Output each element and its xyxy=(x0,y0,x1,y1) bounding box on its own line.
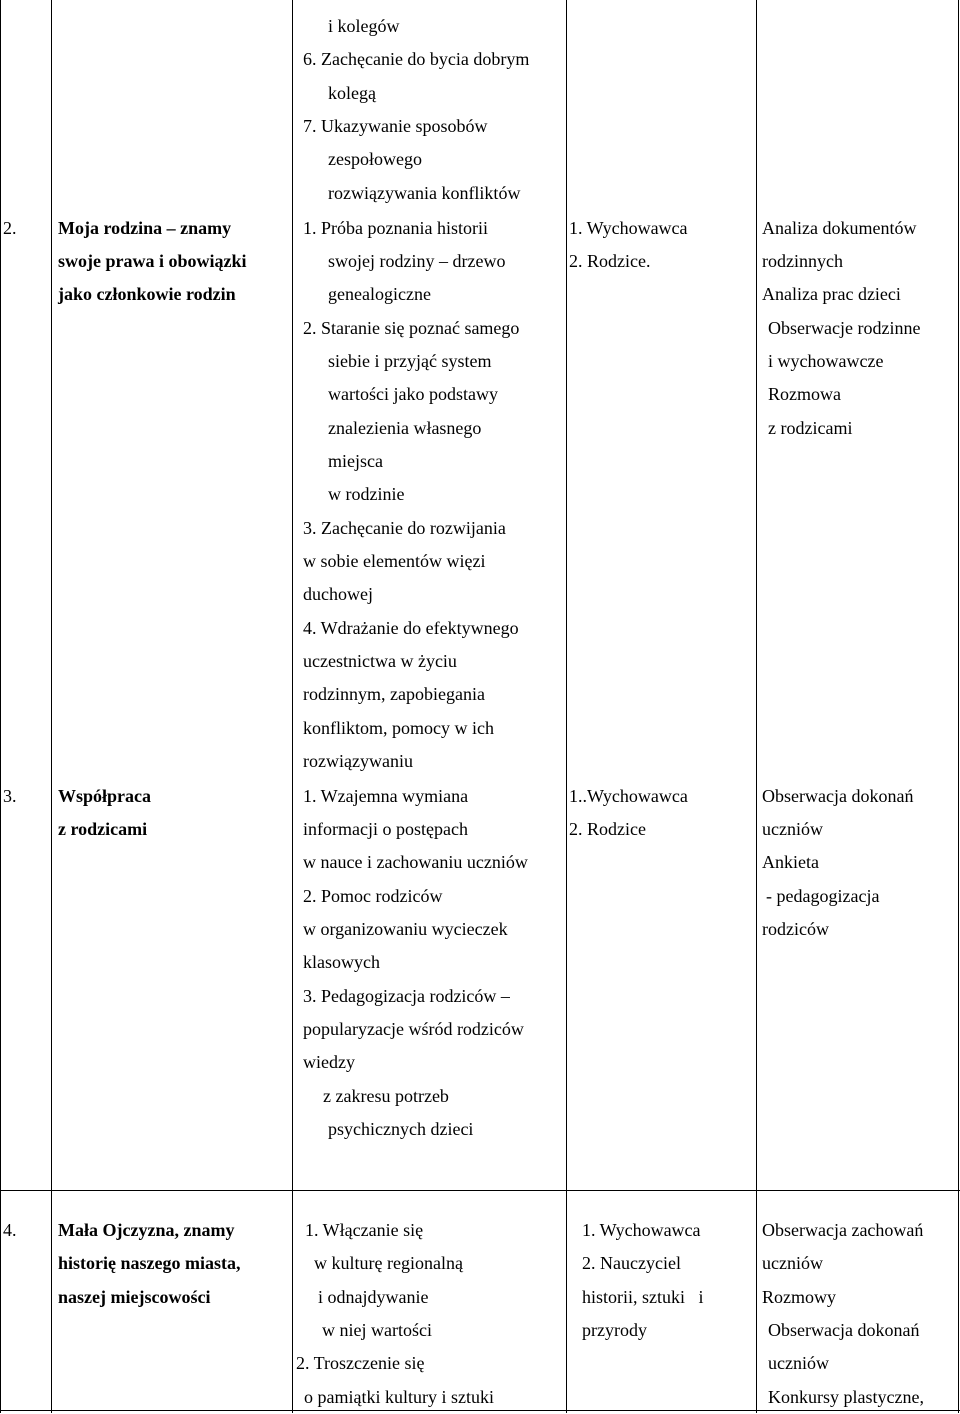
activity-line: kolegą xyxy=(328,83,376,103)
activity-line: rozwiązywania konfliktów xyxy=(328,183,521,203)
activity-line: uczestnictwa w życiu xyxy=(303,651,457,671)
activity-line: w nauce i zachowaniu uczniów xyxy=(303,852,528,872)
evaluation-line: Rozmowa xyxy=(768,384,841,404)
topic-line: Moja rodzina – znamy xyxy=(58,218,232,238)
table-column-divider xyxy=(51,0,52,1413)
activity-line: znalezienia własnego xyxy=(328,418,482,438)
responsible-line: 2. Nauczyciel xyxy=(582,1253,681,1273)
row-number: 3. xyxy=(3,786,17,806)
evaluation-line: Obserwacja dokonań xyxy=(762,786,914,806)
responsible-line: historii, sztuki i xyxy=(582,1287,704,1307)
activity-line: rozwiązywaniu xyxy=(303,751,413,771)
evaluation-line: Ankieta xyxy=(762,852,819,872)
evaluation-line: Rozmowy xyxy=(762,1287,836,1307)
activity-line: duchowej xyxy=(303,584,373,604)
topic-line: Mała Ojczyzna, znamy xyxy=(58,1220,235,1240)
activity-line: konfliktom, pomocy w ich xyxy=(303,718,494,738)
evaluation-line: rodzinnych xyxy=(762,251,843,271)
activity-line: w niej wartości xyxy=(322,1320,432,1340)
evaluation-line: Obserwacja dokonań xyxy=(768,1320,920,1340)
activity-line: i kolegów xyxy=(328,16,400,36)
activity-line: swojej rodziny – drzewo xyxy=(328,251,506,271)
activity-line: psychicznych dzieci xyxy=(328,1119,474,1139)
activity-line: o pamiątki kultury i sztuki xyxy=(304,1387,494,1407)
activity-line: miejsca xyxy=(328,451,383,471)
evaluation-line: rodziców xyxy=(762,919,829,939)
responsible-line: 1. Wychowawca xyxy=(569,218,688,238)
activity-line: 3. Pedagogizacja rodziców – xyxy=(303,986,510,1006)
activity-line: 6. Zachęcanie do bycia dobrym xyxy=(303,49,530,69)
evaluation-line: Konkursy plastyczne, xyxy=(768,1387,924,1407)
activity-line: wartości jako podstawy xyxy=(328,384,498,404)
activity-line: informacji o postępach xyxy=(303,819,468,839)
activity-line: w organizowaniu wycieczek xyxy=(303,919,508,939)
topic-line: swoje prawa i obowiązki xyxy=(58,251,247,271)
evaluation-line: Obserwacja zachowań xyxy=(762,1220,924,1240)
responsible-line: przyrody xyxy=(582,1320,647,1340)
responsible-line: 2. Rodzice. xyxy=(569,251,651,271)
evaluation-line: Analiza dokumentów xyxy=(762,218,917,238)
topic-line: historię naszego miasta, xyxy=(58,1253,241,1273)
evaluation-line: z rodzicami xyxy=(768,418,853,438)
activity-line: popularyzacje wśród rodziców xyxy=(303,1019,524,1039)
table-row-divider xyxy=(0,1190,960,1191)
table-border-left xyxy=(0,0,1,1413)
activity-line: 2. Troszczenie się xyxy=(296,1353,425,1373)
activity-line: z zakresu potrzeb xyxy=(323,1086,449,1106)
activity-line: w rodzinie xyxy=(328,484,405,504)
topic-line: z rodzicami xyxy=(58,819,148,839)
table-column-divider xyxy=(756,0,757,1413)
activity-line: genealogiczne xyxy=(328,284,431,304)
activity-line: 7. Ukazywanie sposobów xyxy=(303,116,488,136)
activity-line: 1. Próba poznania historii xyxy=(303,218,488,238)
activity-line: w sobie elementów więzi xyxy=(303,551,486,571)
topic-line: naszej miejscowości xyxy=(58,1287,211,1307)
responsible-line: 2. Rodzice xyxy=(569,819,646,839)
table-column-divider xyxy=(292,0,293,1413)
topic-line: jako członkowie rodzin xyxy=(58,284,236,304)
evaluation-line: i wychowawcze xyxy=(768,351,884,371)
evaluation-line: - pedagogizacja xyxy=(766,886,880,906)
topic-line: Współpraca xyxy=(58,786,152,806)
row-number: 2. xyxy=(3,218,17,238)
activity-line: rodzinnym, zapobiegania xyxy=(303,684,485,704)
activity-line: siebie i przyjąć system xyxy=(328,351,492,371)
activity-line: 1. Włączanie się xyxy=(305,1220,424,1240)
evaluation-line: uczniów xyxy=(762,1253,823,1273)
activity-line: 2. Staranie się poznać samego xyxy=(303,318,520,338)
activity-line: w kulturę regionalną xyxy=(314,1253,463,1273)
row-number: 4. xyxy=(3,1220,17,1240)
evaluation-line: Obserwacje rodzinne xyxy=(768,318,921,338)
responsible-line: 1..Wychowawca xyxy=(569,786,688,806)
activity-line: 2. Pomoc rodziców xyxy=(303,886,443,906)
activity-line: klasowych xyxy=(303,952,380,972)
responsible-line: 1. Wychowawca xyxy=(582,1220,701,1240)
activity-line: 1. Wzajemna wymiana xyxy=(303,786,469,806)
table-border-right xyxy=(958,0,959,1413)
activity-line: 3. Zachęcanie do rozwijania xyxy=(303,518,506,538)
activity-line: zespołowego xyxy=(328,149,422,169)
evaluation-line: uczniów xyxy=(768,1353,829,1373)
activity-line: wiedzy xyxy=(303,1052,355,1072)
table-column-divider xyxy=(566,0,567,1413)
activity-line: i odnajdywanie xyxy=(318,1287,429,1307)
activity-line: 4. Wdrażanie do efektywnego xyxy=(303,618,519,638)
evaluation-line: Analiza prac dzieci xyxy=(762,284,901,304)
evaluation-line: uczniów xyxy=(762,819,823,839)
